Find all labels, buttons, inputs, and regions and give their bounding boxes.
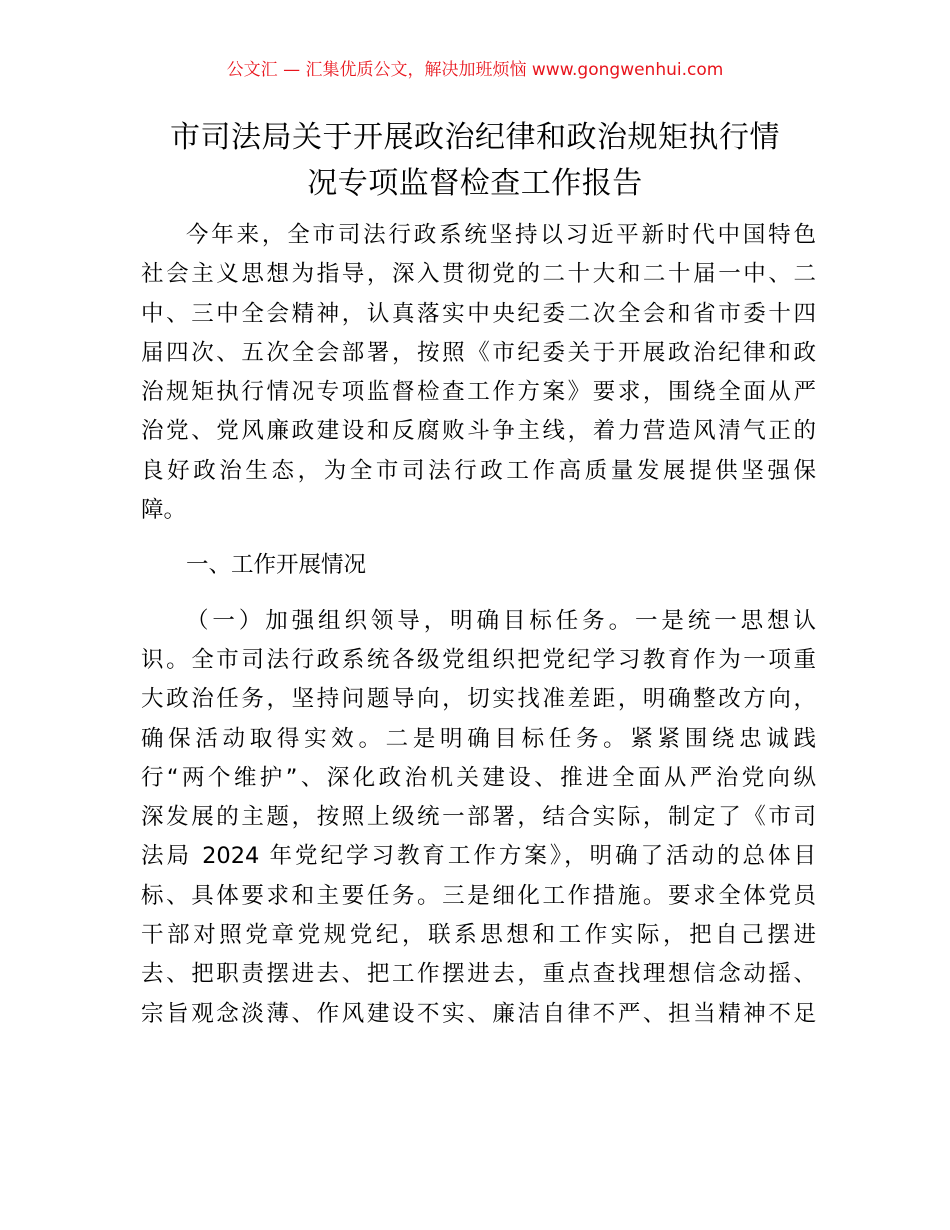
paragraph-line: 法局 2024 年党纪学习教育工作方案》，明确了活动的总体目 xyxy=(141,843,816,870)
paragraph-line: 干部对照党章党规党纪，联系思想和工作实际，把自己摆进 xyxy=(141,922,816,949)
site-banner: 公文汇 — 汇集优质公文，解决加班烦恼 www.gongwenhui.com xyxy=(226,60,724,80)
paragraph-line: 治党、党风廉政建设和反腐败斗争主线，着力营造风清气正的 xyxy=(141,418,816,445)
section-paragraph xyxy=(141,602,816,1034)
document-title xyxy=(120,115,830,207)
paragraph-line: 标、具体要求和主要任务。三是细化工作措施。要求全体党员 xyxy=(141,882,816,909)
title-line: 市司法局关于开展政治纪律和政治规矩执行情 xyxy=(170,120,780,155)
heading-line: 一、工作开展情况 xyxy=(186,552,367,579)
paragraph-line: 社会主义思想为指导，深入贯彻党的二十大和二十届一中、二 xyxy=(141,261,816,288)
paragraph-line: 深发展的主题，按照上级统一部署，结合实际，制定了《市司 xyxy=(141,804,816,831)
section-heading xyxy=(141,546,816,585)
paragraph-line: 行“两个维护”、深化政治机关建设、推进全面从严治党向纵 xyxy=(141,764,816,791)
paragraph-line: 届四次、五次全会部署，按照《市纪委关于开展政治纪律和政 xyxy=(141,339,816,366)
intro-paragraph xyxy=(141,216,816,530)
paragraph-line: 治规矩执行情况专项监督检查工作方案》要求，围绕全面从严 xyxy=(141,379,816,406)
title-line: 况专项监督检查工作报告 xyxy=(307,166,643,201)
paragraph-line: 去、把职责摆进去、把工作摆进去，重点查找理想信念动摇、 xyxy=(141,961,816,988)
document-body xyxy=(141,216,816,1034)
paragraph-line: 今年来，全市司法行政系统坚持以习近平新时代中国特色 xyxy=(186,222,816,248)
paragraph-line: 确保活动取得实效。二是明确目标任务。紧紧围绕忠诚践 xyxy=(141,725,816,752)
paragraph-line: 中、三中全会精神，认真落实中央纪委二次全会和省市委十四 xyxy=(141,300,816,327)
paragraph-line: （一）加强组织领导，明确目标任务。一是统一思想认 xyxy=(186,607,816,634)
paragraph-line: 障。 xyxy=(141,497,187,524)
paragraph-line: 识。全市司法行政系统各级党组织把党纪学习教育作为一项重 xyxy=(141,646,816,673)
paragraph-line: 大政治任务，坚持问题导向，切实找准差距，明确整改方向， xyxy=(141,686,816,713)
paragraph-line: 宗旨观念淡薄、作风建设不实、廉洁自律不严、担当精神不足 xyxy=(141,1000,816,1027)
paragraph-line: 良好政治生态，为全市司法行政工作高质量发展提供坚强保 xyxy=(141,457,816,484)
